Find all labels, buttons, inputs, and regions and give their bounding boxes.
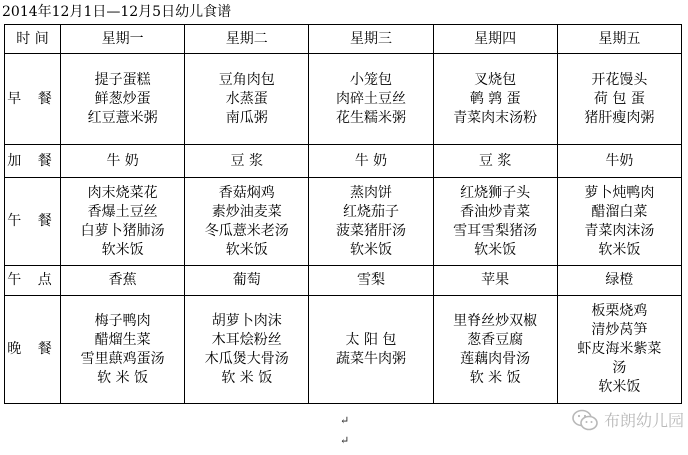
- dish-item: 葡萄: [232, 272, 261, 288]
- day-header-fri: 星期五: [557, 25, 681, 54]
- afternoon-snack-row: [5, 266, 682, 296]
- dish-item: 蔬菜牛肉粥: [335, 350, 406, 367]
- dish-item: 鹌 鹑 蛋: [469, 90, 521, 107]
- menu-cell-wed: [309, 296, 433, 404]
- menu-cell-thu: [433, 266, 557, 296]
- dish-item: 香蕉: [108, 272, 137, 288]
- dish-item: 梅子鸭肉: [94, 312, 151, 329]
- dish-item: 蒸肉饼: [349, 184, 392, 201]
- menu-cell-thu: [433, 145, 557, 178]
- menu-cell-tue: [185, 296, 309, 404]
- breakfast-row: [5, 54, 682, 145]
- snack-row: [5, 145, 682, 178]
- dish-item: 小笼包: [349, 71, 392, 88]
- dish-item: 里脊丝炒双椒: [453, 312, 538, 329]
- menu-cell-fri: [557, 178, 681, 266]
- dish-item: 红烧狮子头: [460, 184, 531, 201]
- dish-item: 冬瓜薏米老汤: [204, 222, 289, 239]
- dish-item: 红烧茄子: [342, 203, 399, 220]
- menu-table: [4, 24, 682, 404]
- menu-cell-mon: [61, 178, 185, 266]
- dish-item: 软 米 饭: [221, 369, 273, 386]
- dish-item: 葱香豆腐: [467, 331, 524, 348]
- dish-item: 香爆土豆丝: [87, 203, 158, 220]
- dish-item: 肉碎土豆丝: [335, 90, 406, 107]
- dish-item: 软米饭: [598, 379, 641, 395]
- dish-item: 木耳烩粉丝: [211, 331, 282, 348]
- dish-item: 萝卜炖鸭肉: [584, 184, 655, 201]
- menu-cell-wed: [309, 178, 433, 266]
- dish-item: 板栗烧鸡: [591, 303, 648, 319]
- dish-item: 猪肝瘦肉粥: [584, 109, 655, 126]
- dish-item: 香菇焖鸡: [218, 184, 275, 201]
- dish-item: 雪耳雪梨猪汤: [453, 222, 538, 239]
- dish-item: 汤: [612, 360, 627, 376]
- dish-item: 红豆薏米粥: [87, 109, 158, 126]
- page-title: 2014年12月1日—12月5日幼儿食谱: [2, 4, 232, 20]
- dinner-row: [5, 296, 682, 404]
- menu-cell-wed: [309, 145, 433, 178]
- menu-cell-fri: [557, 54, 681, 145]
- dish-item: 雪里蕻鸡蛋汤: [80, 350, 165, 367]
- dish-item: 木瓜煲大骨汤: [204, 350, 289, 367]
- meal-label: 早 餐: [5, 54, 61, 145]
- dish-item: 软米饭: [598, 241, 641, 258]
- dish-item: 水蒸蛋: [225, 90, 268, 107]
- day-header-mon: 星期一: [61, 25, 185, 54]
- dish-item: 白萝卜猪肺汤: [80, 222, 165, 239]
- dish-item: 牛 奶: [354, 152, 388, 169]
- menu-cell-mon: [61, 54, 185, 145]
- wechat-icon: [572, 409, 598, 431]
- dish-item: 软 米 饭: [97, 369, 149, 386]
- lunch-row: [5, 178, 682, 266]
- dish-item: 素炒油麦菜: [211, 203, 282, 220]
- paragraph-mark: ↵: [340, 434, 350, 447]
- dish-item: 鲜葱炒蛋: [94, 90, 151, 107]
- meal-label: 午 餐: [5, 178, 61, 266]
- menu-cell-thu: [433, 178, 557, 266]
- meal-label: 加 餐: [5, 145, 61, 178]
- menu-cell-thu: [433, 296, 557, 404]
- watermark-text: 布朗幼儿园: [603, 411, 684, 430]
- dish-item: 青菜肉末汤粉: [453, 109, 538, 126]
- menu-cell-tue: [185, 178, 309, 266]
- dish-item: 软米饭: [225, 241, 268, 258]
- header-row: [5, 25, 682, 54]
- menu-cell-fri: [557, 145, 681, 178]
- menu-cell-tue: [185, 54, 309, 145]
- dish-item: 胡萝卜肉沫: [211, 312, 282, 329]
- menu-cell-mon: [61, 296, 185, 404]
- dish-item: 虾皮海米紫菜: [577, 341, 662, 357]
- dish-item: 南瓜粥: [225, 109, 268, 126]
- watermark: [572, 408, 684, 431]
- dish-item: 菠菜猪肝汤: [335, 222, 406, 239]
- dish-item: 软米饭: [474, 241, 517, 258]
- menu-cell-mon: [61, 145, 185, 178]
- dish-item: 软米饭: [101, 241, 144, 258]
- dish-item: 莲藕肉骨汤: [460, 350, 531, 367]
- dish-item: 醋溜白菜: [591, 203, 648, 220]
- dish-item: 青菜肉沫汤: [584, 222, 655, 239]
- menu-cell-tue: [185, 145, 309, 178]
- dish-item: 绿橙: [605, 272, 634, 288]
- dish-item: 豆 浆: [478, 152, 512, 169]
- menu-cell-tue: [185, 266, 309, 296]
- dish-item: 醋熘生菜: [94, 331, 151, 348]
- dish-item: 雪梨: [356, 272, 385, 288]
- dish-item: 太 阳 包: [345, 331, 397, 348]
- dish-item: 提子蛋糕: [94, 71, 151, 88]
- menu-cell-fri: [557, 296, 681, 404]
- dish-item: 牛奶: [605, 152, 634, 169]
- dish-item: 花生糯米粥: [335, 109, 406, 126]
- dish-item: 香油炒青菜: [460, 203, 531, 220]
- time-header: 时 间: [5, 25, 61, 54]
- dish-item: 牛 奶: [106, 152, 139, 169]
- day-header-tue: 星期二: [185, 25, 309, 54]
- dish-item: 软 米 饭: [469, 369, 521, 386]
- meal-label: 晚 餐: [5, 296, 61, 404]
- menu-cell-mon: [61, 266, 185, 296]
- menu-cell-fri: [557, 266, 681, 296]
- dish-item: 豆角肉包: [218, 71, 275, 88]
- dish-item: 豆 浆: [230, 152, 263, 169]
- menu-cell-wed: [309, 266, 433, 296]
- menu-cell-thu: [433, 54, 557, 145]
- dish-item: 开花馒头: [591, 71, 648, 88]
- paragraph-mark: ↵: [340, 414, 350, 427]
- dish-item: 软米饭: [349, 241, 392, 258]
- meal-label: 午 点: [5, 266, 61, 296]
- menu-cell-wed: [309, 54, 433, 145]
- dish-item: 叉烧包: [474, 71, 517, 88]
- day-header-wed: 星期三: [309, 25, 433, 54]
- dish-item: 荷 包 蛋: [593, 90, 645, 107]
- day-header-thu: 星期四: [433, 25, 557, 54]
- dish-item: 肉末烧菜花: [87, 184, 158, 201]
- dish-item: 清炒莴笋: [591, 322, 648, 338]
- dish-item: 苹果: [481, 272, 510, 288]
